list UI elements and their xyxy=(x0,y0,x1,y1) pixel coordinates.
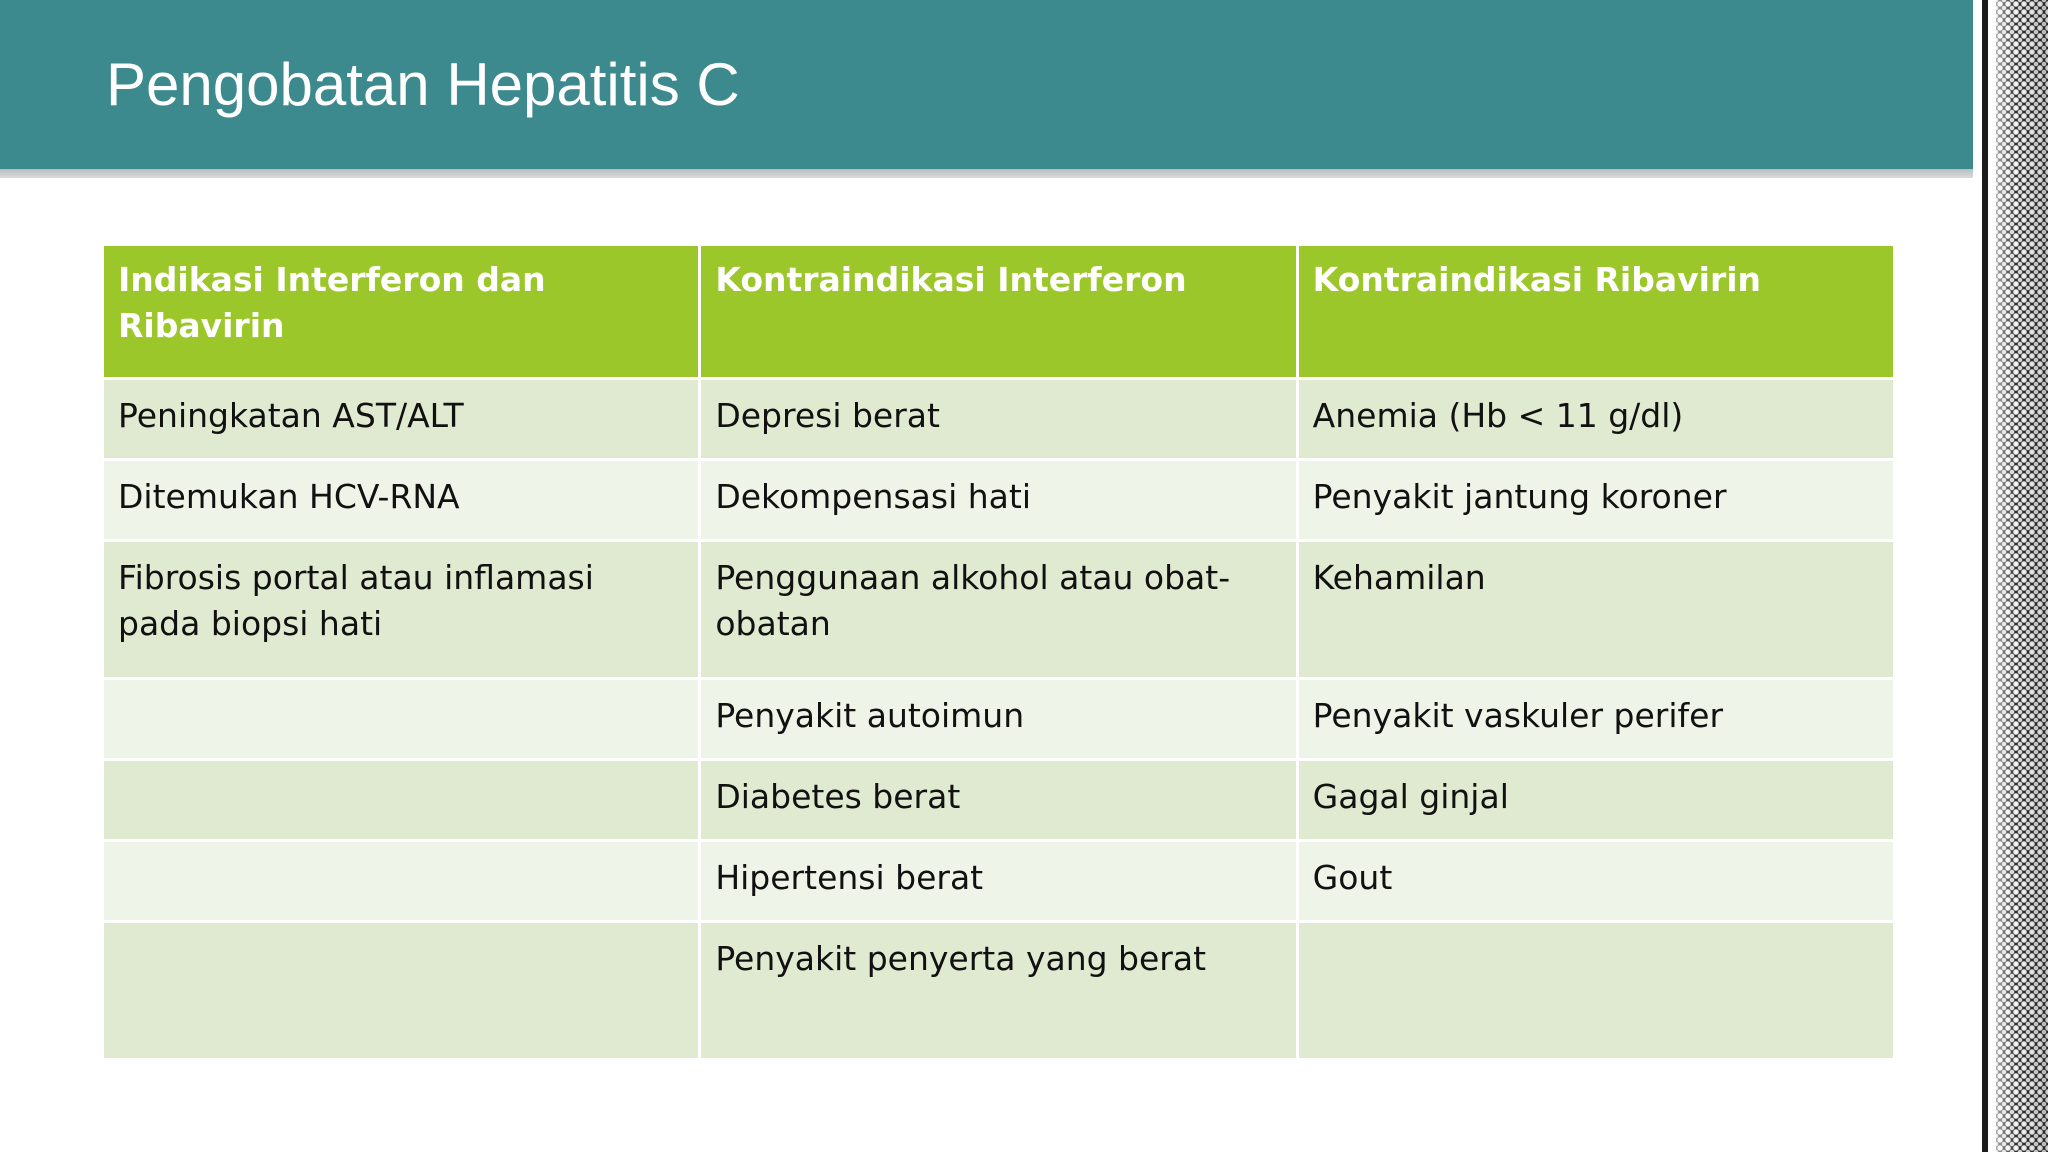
treatment-table xyxy=(101,243,1896,1061)
table-cell: Peningkatan AST/ALT xyxy=(103,379,700,460)
header-indikasi: Indikasi Interferon dan Ribavirin xyxy=(103,245,700,379)
table-row xyxy=(103,922,1895,1060)
table-cell: Dekompensasi hati xyxy=(700,460,1297,541)
table-cell: Penyakit vaskuler perifer xyxy=(1297,679,1894,760)
table-row xyxy=(103,841,1895,922)
table-cell: Penggunaan alkohol atau obat-obatan xyxy=(700,541,1297,679)
table-header-row xyxy=(103,245,1895,379)
header-kontraindikasi-interferon: Kontraindikasi Interferon xyxy=(700,245,1297,379)
table-cell: Penyakit jantung koroner xyxy=(1297,460,1894,541)
table-cell: Diabetes berat xyxy=(700,760,1297,841)
table-cell: Penyakit autoimun xyxy=(700,679,1297,760)
title-bar-shadow xyxy=(0,169,1973,178)
right-edge-margin xyxy=(1973,0,1982,1152)
table-cell xyxy=(103,922,700,1060)
table-row xyxy=(103,760,1895,841)
decorative-pattern-fade xyxy=(1996,0,2048,1152)
table-row xyxy=(103,379,1895,460)
table-cell: Gagal ginjal xyxy=(1297,760,1894,841)
table-row xyxy=(103,460,1895,541)
table-row xyxy=(103,541,1895,679)
table-cell: Anemia (Hb < 11 g/dl) xyxy=(1297,379,1894,460)
table-cell: Penyakit penyerta yang berat xyxy=(700,922,1297,1060)
table-row xyxy=(103,679,1895,760)
table-cell xyxy=(1297,922,1894,1060)
table-cell: Gout xyxy=(1297,841,1894,922)
right-edge-gap xyxy=(1988,0,1996,1152)
header-kontraindikasi-ribavirin: Kontraindikasi Ribavirin xyxy=(1297,245,1894,379)
table-cell xyxy=(103,841,700,922)
slide-title: Pengobatan Hepatitis C xyxy=(106,51,740,118)
table-cell: Kehamilan xyxy=(1297,541,1894,679)
table-cell: Ditemukan HCV-RNA xyxy=(103,460,700,541)
table-cell xyxy=(103,760,700,841)
title-bar xyxy=(0,0,1973,169)
table-cell: Fibrosis portal atau inflamasi pada biopsi hati xyxy=(103,541,700,679)
table-cell: Hipertensi berat xyxy=(700,841,1297,922)
table-cell: Depresi berat xyxy=(700,379,1297,460)
table-cell xyxy=(103,679,700,760)
